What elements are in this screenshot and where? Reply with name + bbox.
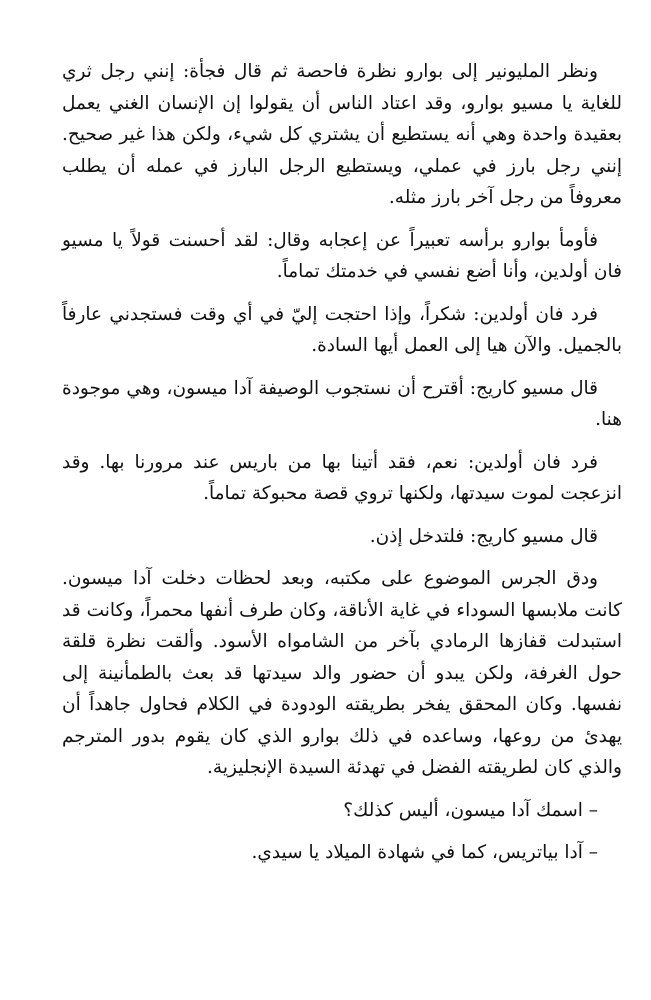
paragraph-poirot-reply: فأومأ بوارو برأسه تعبيراً عن إعجابه وقال: لقد أحسنت قولاً يا مسيو فان أولدين، وأنا أضع نفسي في خدمتك تماماً. (62, 229, 622, 282)
paragraph-van-aldin-thanks: فرد فان أولدين: شكراً، وإذا احتجت إليّ في أي وقت فستجدني عارفاً بالجميل. والآن هيا إلى العمل أيها السادة. (62, 303, 622, 356)
dialog-line-name-question: – اسمك آدا ميسون، أليس كذلك؟ (343, 799, 598, 821)
paragraph-ada-mason-enters: ودق الجرس الموضوع على مكتبه، وبعد لحظات دخلت آدا ميسون. كانت ملابسها السوداء في غاية الأناقة، وكان طرف أنفها محمراً، وكانت قد استبدلت قفازها الرمادي بآخر من الشامواه الأسود. وألقت نظرة قلقة حول الغرفة، ولكن يبدو أن حضور والد سيدتها قد بعث بالطمأنينة إلى نفسها. وكان المحقق يفخر بطريقته الودودة في الكلام فحاول جاهداً أن يهدئ من روعها، وساعده في ذلك بوارو الذي كان يقوم بدور المترجم والذي كان لطريقته الفضل في تهدئة السيدة الإنجليزية. (62, 568, 622, 778)
dialog-line-name-answer: – آدا بياتريس، كما في شهادة الميلاد يا سيدي. (251, 842, 598, 863)
paragraph-carrege-enter: قال مسيو كاريج: فلتدخل إذن. (369, 525, 598, 547)
paragraph-van-aldin-paris: فرد فان أولدين: نعم، فقد أتينا بها من باريس عند مرورنا بها. وقد انزعجت لموت سيدتها، ولكنها تروي قصة محبوكة تماماً. (62, 451, 622, 504)
paragraph-carrege-proposal: قال مسيو كاريج: أقترح أن نستجوب الوصيفة آدا ميسون، وهي موجودة هنا. (62, 377, 622, 430)
paragraph-millionaire-speech: ونظر المليونير إلى بوارو نظرة فاحصة ثم قال فجأة: إنني رجل ثري للغاية يا مسيو بوارو، وقد اعتاد الناس أن يقولوا إن الإنسان الغني يعمل بعقيدة واحدة وهي أنه يستطيع أن يشتري كل شيء، ولكن هذا غير صحيح. إنني رجل بارز في عملي، ويستطيع الرجل البارز في عمله أن يطلب معروفاً من رجل آخر بارز مثله. (62, 61, 622, 208)
page-text (62, 56, 622, 880)
